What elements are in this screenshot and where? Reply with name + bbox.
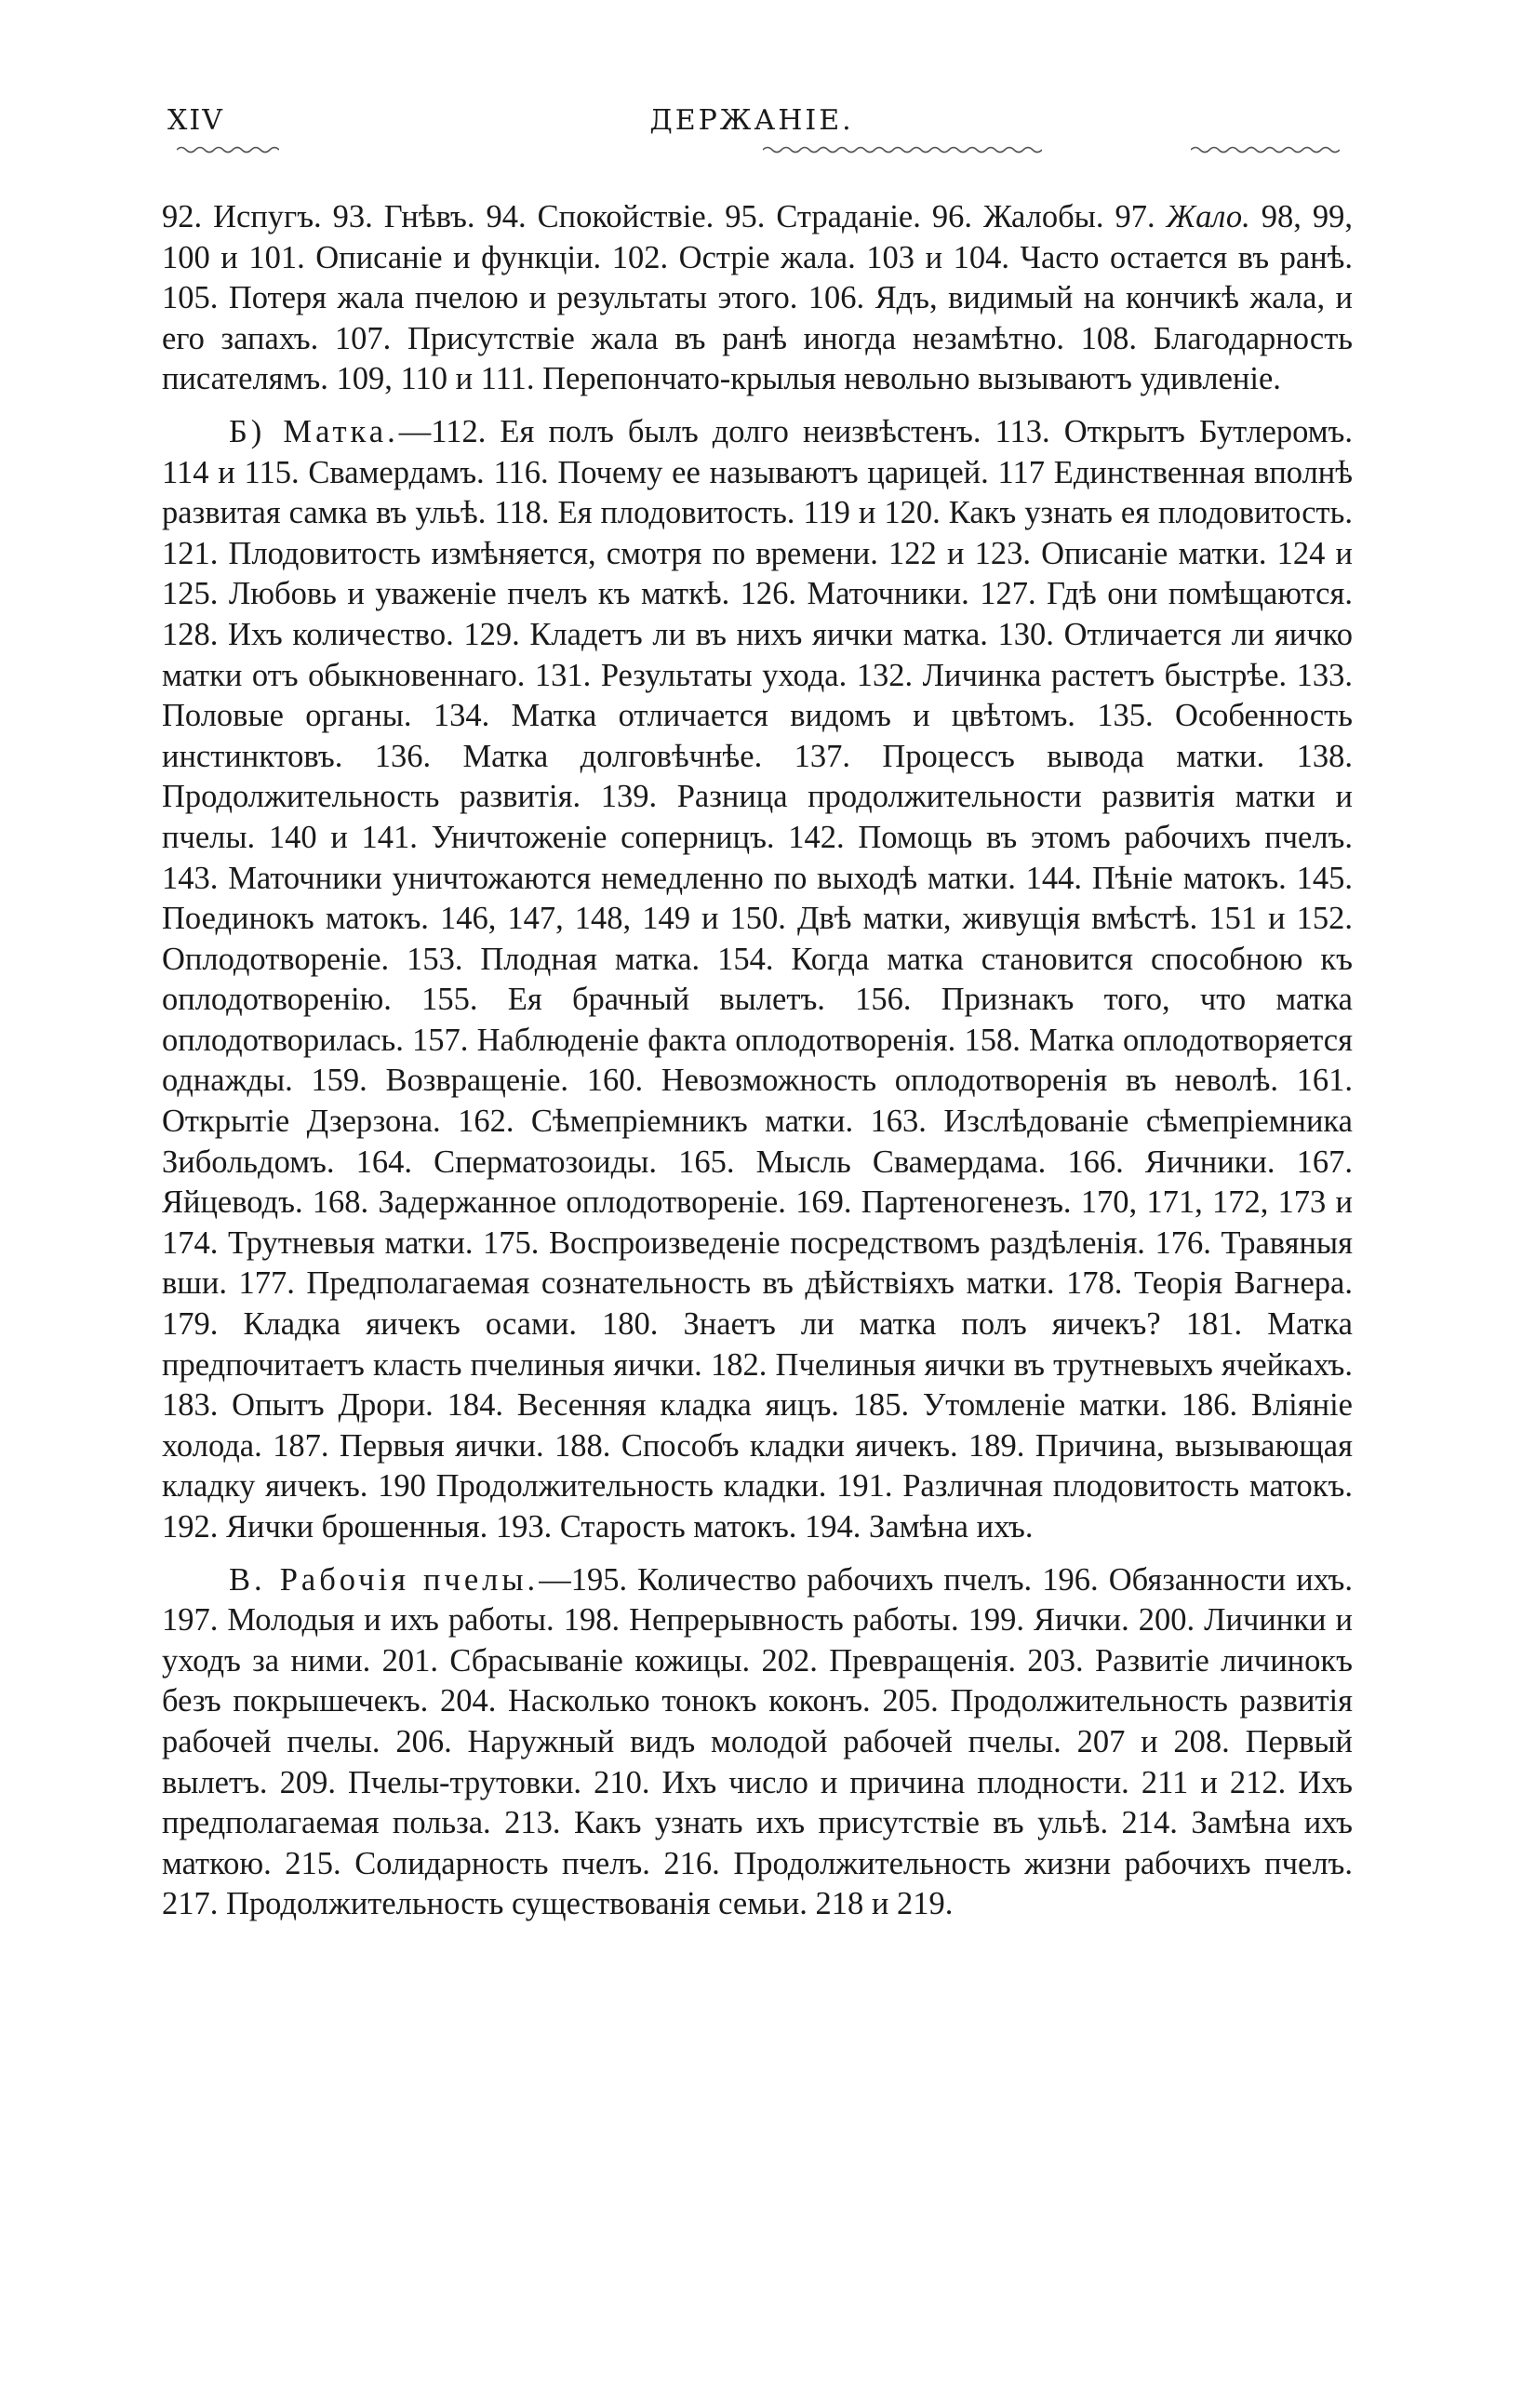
italic-heading-sting: Жало.: [1166, 199, 1250, 234]
paragraph-queen: [162, 412, 1353, 1548]
paragraph-text: —195. Количество рабочихъ пчелъ. 196. Обязанности ихъ. 197. Молодыя и ихъ работы. 198. Непрерывность работы. 199. Яички. 200. Личинки и уходъ за ними. 201. Сбрасываніе кожицы. 202. Превращенія. 203. Развитіе личинокъ безъ покрышечекъ. 204. Насколько тонокъ коконъ. 205. Продолжительность развитія рабочей пчелы. 206. Наружный видъ молодой рабочей пчелы. 207 и 208. Первый вылетъ. 209. Пчелы-трутовки. 210. Ихъ число и причина плодности. 211 и 212. Ихъ предполагаемая польза. 213. Какъ узнать ихъ присутствіе въ ульѣ. 214. Замѣна ихъ маткою. 215. Солидарность пчелъ. 216. Продолжительность жизни рабочихъ пчелъ. 217. Продолжительность существованія семьи. 218 и 219.: [162, 1561, 1354, 1922]
paragraph-text-continued: 98, 99, 100 и 101. Описаніе и функціи. 102. Остріе жала. 103 и 104. Часто остается въ ранѣ. 105. Потеря жала пчелою и результаты этого. 106. Ядъ, видимый на кончикѣ жала, и его запахъ. 107. Присутствіе жала въ ранѣ иногда незамѣтно. 108. Благодарность писателямъ. 109, 110 и 111. Перепончато-крылыя невольно вызываютъ удивленіе.: [162, 199, 1354, 397]
ornament-rule-center: [763, 145, 1042, 154]
paragraph-sting: [162, 197, 1353, 400]
ornament-rule-right: [1191, 145, 1340, 154]
section-label-workers: В. Рабочія пчелы.: [229, 1561, 540, 1598]
page-number: XIV: [167, 104, 224, 137]
paragraph-text: 92. Испугъ. 93. Гнѣвъ. 94. Спокойствіе. 95. Страданіе. 96. Жалобы. 97.: [162, 199, 1167, 234]
paragraph-text: —112. Ея полъ былъ долго неизвѣстенъ. 113. Открытъ Бутлеромъ. 114 и 115. Свамердамъ. 116. Почему ее называютъ царицей. 117 Единственная вполнѣ развитая самка въ ульѣ. 118. Ея плодовитость. 119 и 120. Какъ узнать ея плодовитость. 121. Плодовитость измѣняется, смотря по времени. 122 и 123. Описаніе матки. 124 и 125. Любовь и уваженіе пчелъ къ маткѣ. 126. Маточники. 127. Гдѣ они помѣщаются. 128. Ихъ количество. 129. Кладетъ ли въ нихъ яички матка. 130. Отличается ли яичко матки отъ обыкновеннаго. 131. Результаты ухода. 132. Личинка растетъ быстрѣе. 133. Половые органы. 134. Матка отличается видомъ и цвѣтомъ. 135. Особенность инстинктовъ. 136. Матка долговѣчнѣе. 137. Процессъ вывода матки. 138. Продолжительность развитія. 139. Разница продолжительности развитія матки и пчелы. 140 и 141. Уничтоженіе соперницъ. 142. Помощь въ этомъ рабочихъ пчелъ. 143. Маточники уничтожаются немедленно по выходѣ матки. 144. Пѣніе матокъ. 145. Поединокъ матокъ. 146, 147, 148, 149 и 150. Двѣ матки, живущія вмѣстѣ. 151 и 152. Оплодотвореніе. 153. Плодная матка. 154. Когда матка становится способною къ оплодотворенію. 155. Ея брачный вылетъ. 156. Признакъ того, что матка оплодотворилась. 157. Наблюденіе факта оплодотворенія. 158. Матка оплодотворяется однажды. 159. Возвращеніе. 160. Невозможность оплодотворенія въ неволѣ. 161. Открытіе Дзерзона. 162. Сѣмепріемникъ матки. 163. Изслѣдованіе сѣмепріемника Зибольдомъ. 164. Сперматозоиды. 165. Мысль Свамердама. 166. Яичники. 167. Яйцеводъ. 168. Задержанное оплодотвореніе. 169. Партеногенезъ. 170, 171, 172, 173 и 174. Трутневыя матки. 175. Воспроизведеніе посредствомъ раздѣленія. 176. Травяныя вши. 177. Предполагаемая сознательность въ дѣйствіяхъ матки. 178. Теорія Вагнера. 179. Кладка яичекъ осами. 180. Знаетъ ли матка полъ яичекъ? 181. Матка предпочитаетъ класть пчелиныя яички. 182. Пчелиныя яички въ трутневыхъ ячейкахъ. 183. Опытъ Дрори. 184. Весенняя кладка яицъ. 185. Утомленіе матки. 186. Вліяніе холода. 187. Первыя яички. 188. Способъ кладки яичекъ. 189. Причина, вызывающая кладку яичекъ. 190 Продолжительность кладки. 191. Различная плодовитость матокъ. 192. Яички брошенныя. 193. Старость матокъ. 194. Замѣна ихъ.: [162, 413, 1354, 1545]
header-title: ДЕРЖАНІЕ.: [649, 104, 854, 137]
running-head: [167, 104, 1336, 160]
ornament-rule-left: [177, 145, 279, 154]
paragraph-workers: [162, 1560, 1353, 1925]
contents-text: [162, 197, 1353, 1937]
section-label-queen: Б) Матка.: [229, 413, 399, 449]
